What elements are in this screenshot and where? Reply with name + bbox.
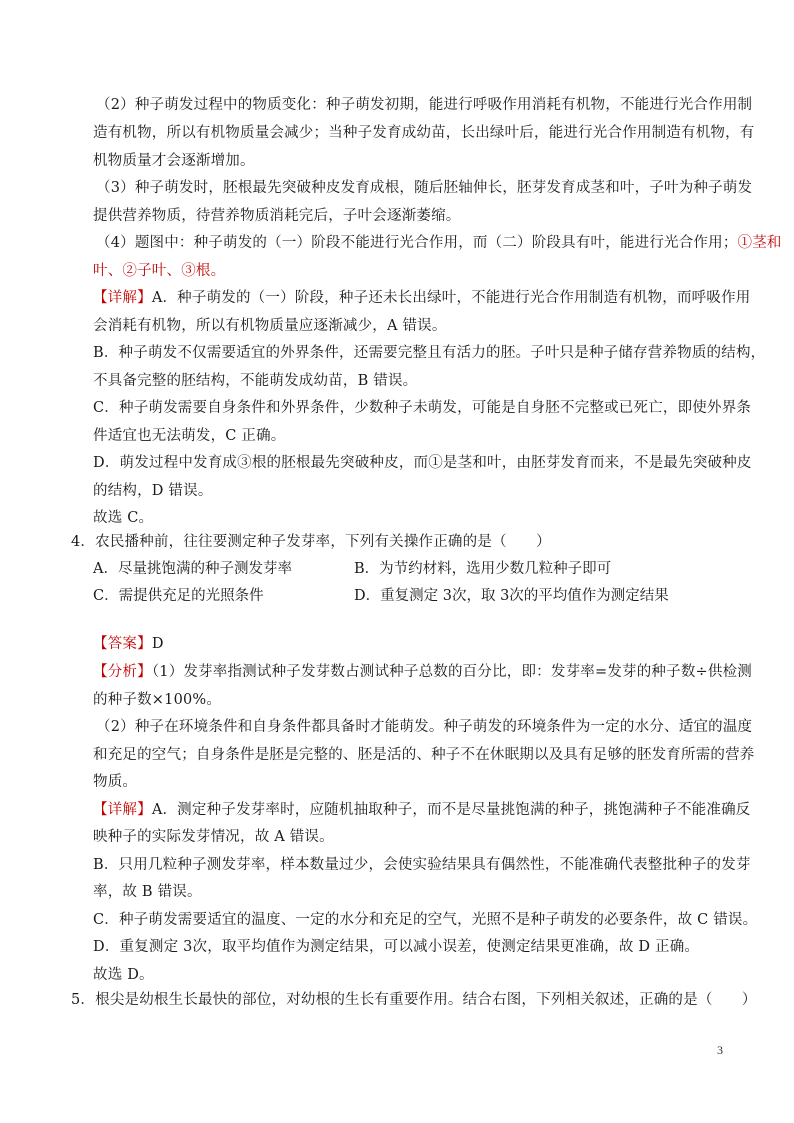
text-line <box>93 426 286 446</box>
text-line <box>93 261 225 281</box>
text-line <box>93 772 137 792</box>
text-line <box>93 745 755 765</box>
highlighted-text: 【答案】 <box>93 636 152 652</box>
text-run: 机物质量才会逐渐增加。 <box>93 153 255 169</box>
text-run: （3）种子萌发时，胚根最先突破种皮发育成根，随后胚轴伸长，胚芽发育成茎和叶，子叶为种子萌发 <box>96 180 753 196</box>
text-line <box>93 827 334 847</box>
text-line <box>93 151 255 171</box>
text-line <box>93 508 153 528</box>
text-run: 提供营养物质，待营养物质消耗完后，子叶会逐渐萎缩。 <box>93 208 461 224</box>
text-run: 会消耗有机物，所以有机物质量应逐渐减少，A 错误。 <box>93 318 447 334</box>
highlighted-text: ①茎和 <box>737 235 782 251</box>
text-run: 率，故 B 错误。 <box>93 884 202 900</box>
text-run: D．萌发过程中发育成③根的胚根最先突破种皮，而①是茎和叶，由胚芽发育而来，不是最先突破种皮 <box>93 455 752 471</box>
answer-option: D．重复测定 3次，取 3次的平均值作为测定结果 <box>354 588 669 604</box>
text-run: A．测定种子发芽率时，应随机抽取种子，而不是尽量挑饱满的种子，挑饱满种子不能准确反 <box>151 802 751 818</box>
text-line <box>93 371 417 391</box>
text-line <box>93 398 751 418</box>
text-run: D <box>151 636 164 652</box>
page-number: 3 <box>717 1043 723 1057</box>
text-line <box>96 178 752 198</box>
text-run: B．种子萌发不仅需要适宜的外界条件，还需要完整且有活力的胚。子叶只是种子储存营养物质的结构， <box>93 345 766 361</box>
highlighted-text: 【详解】 <box>93 290 152 306</box>
text-line <box>93 937 699 957</box>
text-run: A．种子萌发的（一）阶段，种子还未长出绿叶，不能进行光合作用制造有机物，而呼吸作用 <box>151 290 751 306</box>
answer-option: B．为节约材料，选用少数几粒种子即可 <box>354 561 612 577</box>
text-line <box>93 882 202 902</box>
text-run: C．种子萌发需要自身条件和外界条件，少数种子未萌发，可能是自身胚不完整或已死亡，即使外界条 <box>93 400 752 416</box>
text-line <box>93 123 755 143</box>
text-run: 件适宜也无法萌发，C 正确。 <box>93 428 286 444</box>
highlighted-text: 【详解】 <box>93 802 152 818</box>
text-run: 的种子数×100%。 <box>93 692 222 708</box>
text-run: 物质。 <box>93 774 138 790</box>
highlighted-text: 叶、②子叶、③根。 <box>93 263 226 279</box>
text-line <box>71 532 551 552</box>
text-line <box>93 481 213 501</box>
text-run: 4．农民播种前，往往要测定种子发芽率，下列有关操作正确的是（ ） <box>71 534 551 550</box>
text-run: C．种子萌发需要适宜的温度、一定的水分和充足的空气，光照不是种子萌发的必要条件，故 C 错误。 <box>93 912 758 928</box>
text-line <box>96 95 752 115</box>
text-line <box>93 453 752 473</box>
text-run: 的结构，D 错误。 <box>93 483 213 499</box>
text-line <box>93 634 164 654</box>
highlighted-text: 【分析】 <box>93 664 152 680</box>
text-line <box>93 690 221 710</box>
text-run: （1）发芽率指测试种子发芽数占测试种子总数的百分比，即：发芽率=发芽的种子数÷供检测 <box>151 664 752 680</box>
text-run: （2）种子萌发过程中的物质变化：种子萌发初期，能进行呼吸作用消耗有机物，不能进行光合作用制 <box>96 97 753 113</box>
text-line <box>93 965 154 985</box>
text-line <box>96 233 782 253</box>
text-line <box>96 717 752 737</box>
text-line <box>93 288 750 308</box>
text-run: D．重复测定 3次，取平均值作为测定结果，可以减小误差，使测定结果更准确，故 D 正确。 <box>93 939 700 955</box>
answer-option: A．尽量挑饱满的种子测发芽率 <box>93 561 292 577</box>
text-line <box>93 206 461 226</box>
text-line <box>93 800 750 820</box>
text-line <box>93 343 765 363</box>
text-run: B．只用几粒种子测发芽率，样本数量过少，会使实验结果具有偶然性，不能准确代表整批种子的发芽 <box>93 857 751 873</box>
text-line <box>93 316 447 336</box>
text-line <box>93 855 751 875</box>
text-run: （2）种子在环境条件和自身条件都具备时才能萌发。种子萌发的环境条件为一定的水分、适宜的温度 <box>96 719 753 735</box>
text-line <box>71 990 757 1010</box>
text-line <box>93 910 757 930</box>
text-run: 映种子的实际发芽情况，故 A 错误。 <box>93 829 334 845</box>
text-line <box>93 662 752 682</box>
text-run: 和充足的空气；自身条件是胚是完整的、胚是活的、种子不在休眠期以及具有足够的胚发育所需的营养 <box>93 747 755 763</box>
text-run: 造有机物，所以有机物质量会减少；当种子发育成幼苗，长出绿叶后，能进行光合作用制造有机物，有 <box>93 125 755 141</box>
text-run: （4）题图中：种子萌发的（一）阶段不能进行光合作用，而（二）阶段具有叶，能进行光合作用； <box>96 235 738 251</box>
text-run: 5．根尖是幼根生长最快的部位，对幼根的生长有重要作用。结合右图，下列相关叙述，正确的是（ ） <box>71 992 757 1008</box>
text-run: 故选 C。 <box>93 510 154 526</box>
answer-option: C．需提供充足的光照条件 <box>93 588 264 604</box>
text-run: 不具备完整的胚结构，不能萌发成幼苗，B 错误。 <box>93 373 418 389</box>
text-run: 故选 D。 <box>93 967 154 983</box>
